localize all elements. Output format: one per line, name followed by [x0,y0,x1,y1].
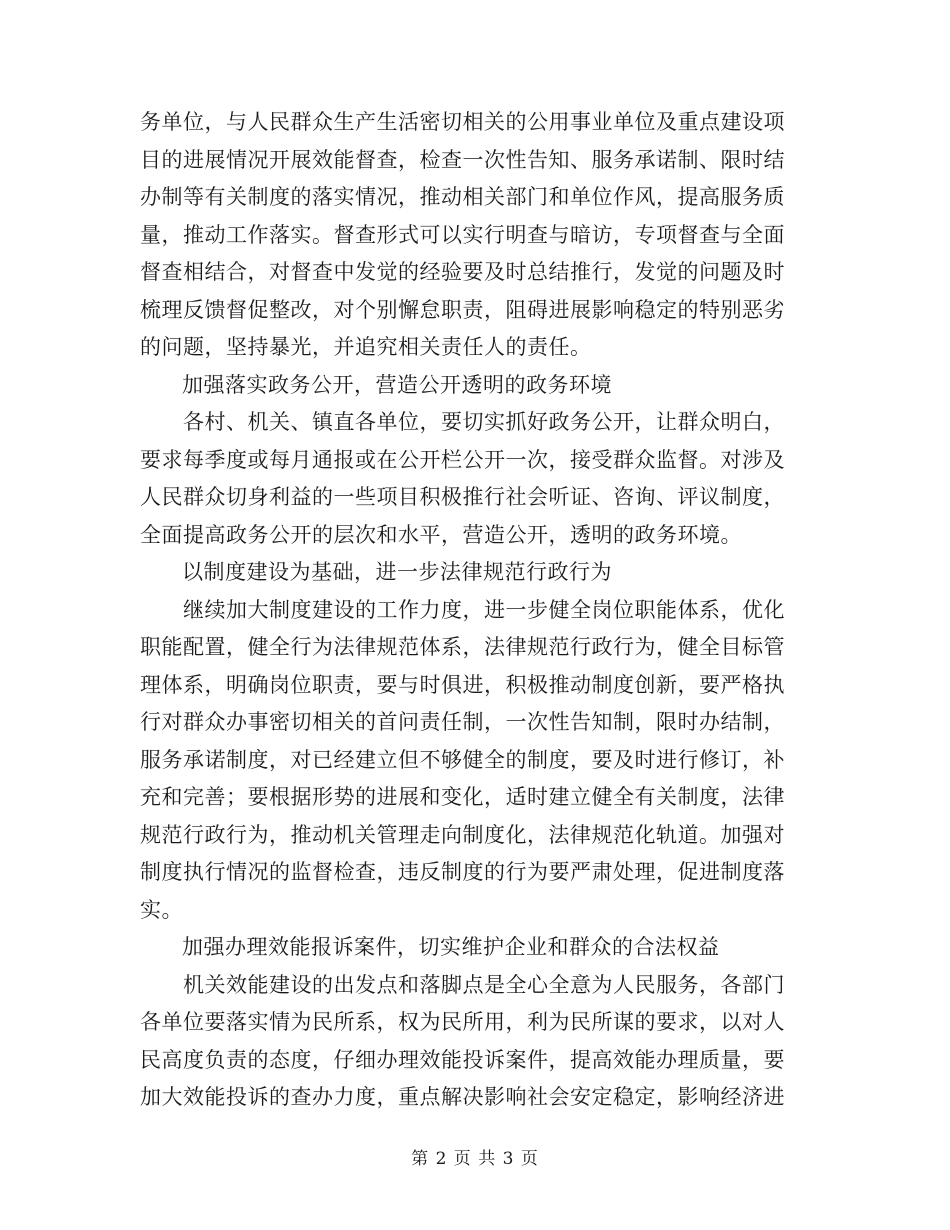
text-line: 全面提高政务公开的层次和水平，营造公开，透明的政务环境。 [140,522,742,547]
text-line: 各单位要落实情为民所系，权为民所用，利为民所谋的要求，以对人 [140,1010,785,1034]
page-number-footer: 第 2 页 共 3 页 [411,1149,539,1169]
text-line: 加大效能投诉的查办力度，重点解决影响社会安定稳定，影响经济进 [140,1085,785,1109]
text-line: 人民群众切身利益的一些项目积极推行社会听证、咨询、评议制度， [140,485,785,509]
section-heading [140,367,820,405]
text-line: 办制等有关制度的落实情况，推动相关部门和单位作风，提高服务质 [140,185,785,209]
text-line: 民高度负责的态度，仔细办理效能投诉案件，提高效能办理质量，要 [140,1047,785,1072]
text-line: 制度执行情况的监督检查，违反制度的行为要严肃处理，促进制度落 [140,860,785,884]
text-line: 督查相结合，对督查中发觉的经验要及时总结推行，发觉的问题及时 [140,260,785,284]
text-line: 的问题，坚持暴光，并追究相关责任人的责任。 [140,335,592,359]
heading-line: 加强落实政务公开，营造公开透明的政务环境 [182,372,612,397]
text-line: 量，推动工作落实。督查形式可以实行明查与暗访，专项督查与全面 [140,222,785,247]
text-line: 梳理反馈督促整改，对个别懈怠职责，阻碍进展影响稳定的特别恶劣 [140,297,785,322]
section-heading [140,554,820,592]
text-line: 规范行政行为，推动机关管理走向制度化，法律规范化轨道。加强对 [140,822,785,847]
text-line: 实。 [140,897,183,922]
text-line: 充和完善；要根据形势的进展和变化，适时建立健全有关制度，法律 [140,785,785,809]
text-line: 各村、机关、镇直各单位，要切实抓好政务公开，让群众明白， [140,410,785,434]
text-line: 继续加大制度建设的工作力度，进一步健全岗位职能体系，优化 [140,597,785,622]
body-paragraph [140,967,820,1117]
document-body [140,104,820,1117]
text-line: 职能配置，健全行为法律规范体系，法律规范行政行为，健全目标管 [140,635,785,659]
section-heading [140,929,820,967]
heading-line: 加强办理效能报诉案件，切实维护企业和群众的合法权益 [182,935,720,959]
text-line: 务单位，与人民群众生产生活密切相关的公用事业单位及重点建设项 [140,110,785,134]
text-line: 要求每季度或每月通报或在公开栏公开一次，接受群众监督。对涉及 [140,447,785,472]
heading-line: 以制度建设为基础，进一步法律规范行政行为 [182,560,612,584]
text-line: 服务承诺制度，对已经建立但不够健全的制度，要及时进行修订，补 [140,747,785,772]
text-line: 理体系，明确岗位职责，要与时俱进，积极推动制度创新，要严格执 [140,672,785,697]
text-line: 行对群众办事密切相关的首问责任制，一次性告知制，限时办结制， [140,710,785,734]
body-paragraph [140,404,820,554]
body-paragraph [140,104,820,367]
body-paragraph [140,592,820,930]
text-line: 目的进展情况开展效能督查，检查一次性告知、服务承诺制、限时结 [140,147,785,172]
text-line: 机关效能建设的出发点和落脚点是全心全意为人民服务，各部门 [140,972,785,997]
